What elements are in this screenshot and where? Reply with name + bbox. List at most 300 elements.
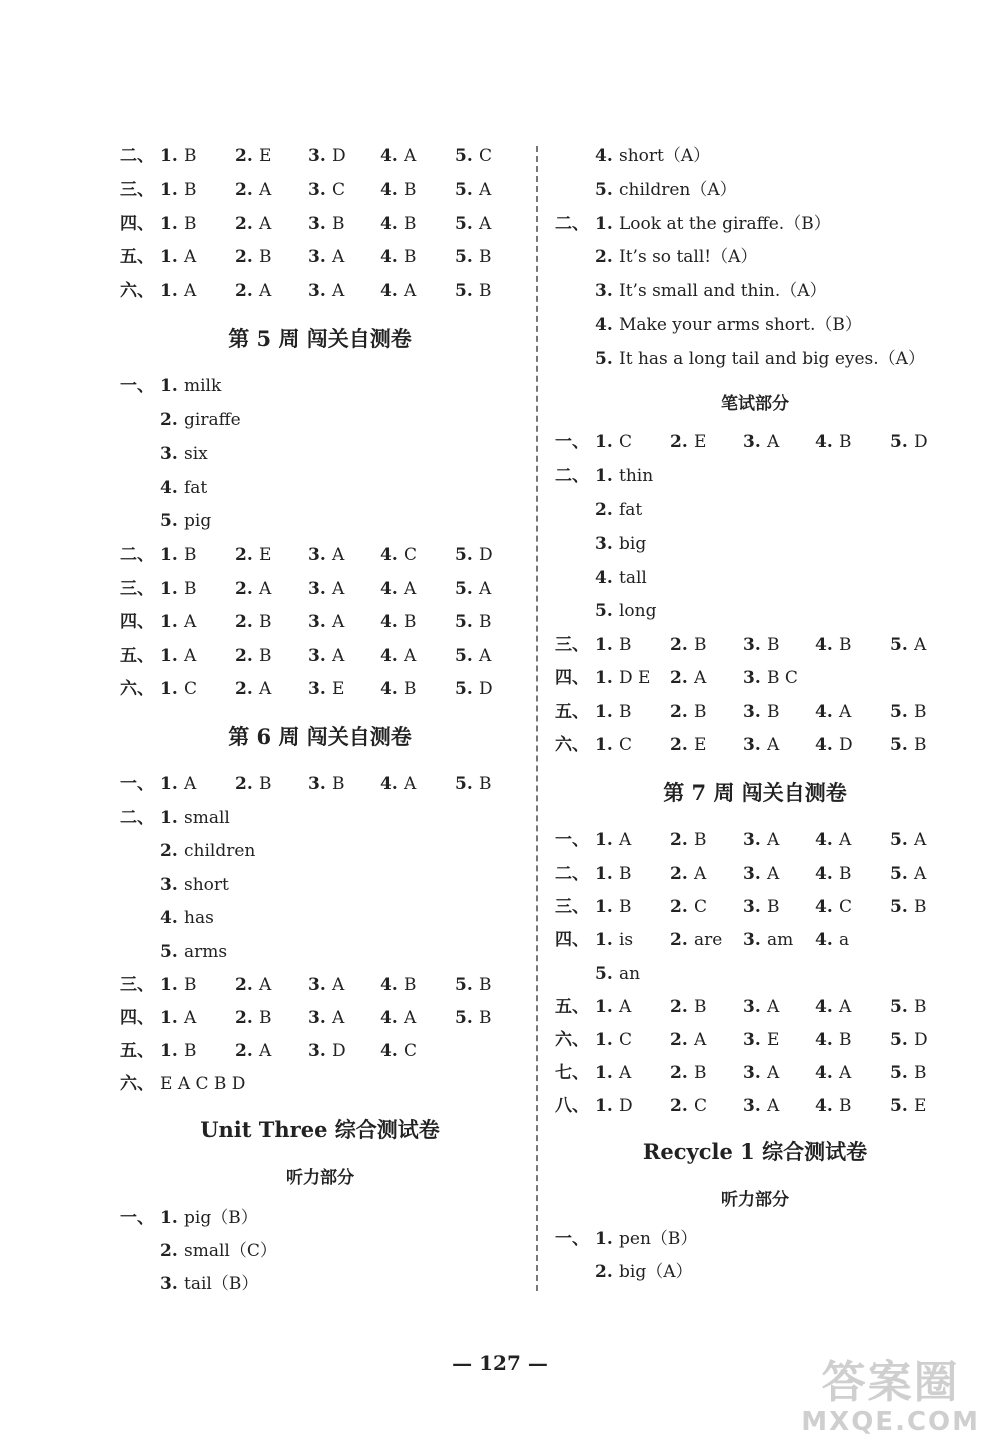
question-number: 4.: [380, 545, 398, 565]
answer-row: [555, 862, 955, 886]
answer-row: [555, 995, 955, 1019]
answer-text: D: [914, 432, 928, 452]
answer-text: B: [259, 1008, 272, 1028]
answer-text: B: [694, 830, 707, 850]
question-number: 3.: [743, 897, 761, 917]
answer-row: [120, 442, 520, 466]
answer-text: A: [767, 997, 780, 1017]
answer-text: B: [259, 247, 272, 267]
question-number: 5.: [890, 702, 908, 722]
answer-text: B: [479, 612, 492, 632]
section-label: 一、: [120, 376, 154, 396]
question-number: 2.: [160, 1241, 178, 1261]
answer-row: [120, 940, 520, 964]
question-number: 1.: [160, 579, 178, 599]
question-number: 4.: [380, 146, 398, 166]
question-number: 5.: [890, 1030, 908, 1050]
answer-text: A: [184, 281, 197, 301]
question-number: 1.: [595, 830, 613, 850]
question-number: 4.: [380, 579, 398, 599]
answer-text: B: [332, 774, 345, 794]
answer-row: [120, 1006, 520, 1030]
answer-text: A: [404, 646, 417, 666]
answer-text: A: [767, 1063, 780, 1083]
answer-text: B: [404, 679, 417, 699]
answer-text: A: [332, 975, 345, 995]
question-number: 4.: [160, 478, 178, 498]
answer-row: [555, 566, 955, 590]
question-number: 1.: [595, 466, 613, 486]
section-label: 五、: [555, 997, 589, 1017]
answer-row: [120, 906, 520, 930]
answer-row: [555, 212, 955, 236]
question-number: 3.: [308, 975, 326, 995]
section-heading: Unit Three 综合测试卷: [200, 1117, 440, 1142]
section-label: 三、: [555, 635, 589, 655]
question-number: 2.: [235, 1041, 253, 1061]
answer-text: am: [767, 930, 794, 950]
section-heading: 第 5 周 闯关自测卷: [228, 326, 412, 351]
section-label: 一、: [555, 432, 589, 452]
answer-text: arms: [184, 942, 228, 962]
question-number: 1.: [595, 997, 613, 1017]
question-number: 1.: [595, 702, 613, 722]
page-number: — 127 —: [452, 1351, 548, 1375]
section-label: 五、: [120, 247, 154, 267]
answer-row: [120, 806, 520, 830]
answer-text: A: [259, 579, 272, 599]
question-number: 5.: [890, 635, 908, 655]
question-number: 4.: [380, 1008, 398, 1028]
answer-row: [555, 532, 955, 556]
question-number: 2.: [235, 545, 253, 565]
question-number: 4.: [380, 247, 398, 267]
question-number: 4.: [815, 930, 833, 950]
section-label: 二、: [555, 214, 589, 234]
answer-text: B: [914, 897, 927, 917]
answer-text: A: [184, 774, 197, 794]
question-number: 1.: [595, 668, 613, 688]
answer-text: A: [259, 1041, 272, 1061]
answer-text: It has a long tail and big eyes.（A）: [619, 349, 925, 369]
answer-text: A: [479, 579, 492, 599]
answer-text: C: [479, 146, 493, 166]
question-number: 5.: [890, 432, 908, 452]
answer-text: Look at the giraffe.（B）: [619, 214, 831, 234]
question-number: 2.: [670, 432, 688, 452]
answer-row: [120, 279, 520, 303]
section-label: 六、: [120, 679, 154, 699]
answer-text: B: [332, 214, 345, 234]
section-heading: 第 6 周 闯关自测卷: [228, 724, 412, 749]
section-heading: 第 7 周 闯关自测卷: [663, 780, 847, 805]
answer-text: B: [404, 214, 417, 234]
question-number: 1.: [160, 1008, 178, 1028]
question-number: 3.: [743, 1030, 761, 1050]
answer-text: pig: [184, 511, 212, 531]
answer-row: [555, 1028, 955, 1052]
answer-text: B: [184, 1041, 197, 1061]
answer-text: fat: [184, 478, 208, 498]
answer-row: [120, 144, 520, 168]
answer-text: E: [694, 432, 707, 452]
question-number: 5.: [455, 646, 473, 666]
question-number: 1.: [595, 864, 613, 884]
question-number: 2.: [670, 930, 688, 950]
question-number: 1.: [595, 735, 613, 755]
question-number: 1.: [160, 146, 178, 166]
answer-text: children（A）: [619, 180, 737, 200]
answer-text: A: [332, 1008, 345, 1028]
question-number: 1.: [595, 1229, 613, 1249]
question-number: 2.: [595, 1262, 613, 1282]
answer-text: has: [184, 908, 214, 928]
answer-row: [555, 245, 955, 269]
answer-text: A: [184, 646, 197, 666]
question-number: 3.: [308, 180, 326, 200]
answer-text: big（A）: [619, 1262, 693, 1282]
question-number: 4.: [160, 908, 178, 928]
answer-text: B: [914, 997, 927, 1017]
section-label: 八、: [555, 1096, 589, 1116]
answer-text: A: [404, 146, 417, 166]
question-number: 2.: [595, 247, 613, 267]
answer-text: A: [259, 214, 272, 234]
answer-text: B: [694, 997, 707, 1017]
question-number: 3.: [160, 875, 178, 895]
section-heading: Recycle 1 综合测试卷: [642, 1139, 868, 1164]
question-number: 5.: [160, 942, 178, 962]
question-number: 3.: [308, 281, 326, 301]
answer-text: D: [479, 545, 493, 565]
answer-text: A: [332, 612, 345, 632]
answer-row: [555, 599, 955, 623]
question-number: 5.: [890, 1063, 908, 1083]
question-number: 1.: [160, 180, 178, 200]
question-number: 3.: [743, 702, 761, 722]
answer-text: A: [184, 612, 197, 632]
question-number: 3.: [743, 930, 761, 950]
question-number: 4.: [815, 830, 833, 850]
answer-row: [555, 313, 955, 337]
section-label: 六、: [555, 735, 589, 755]
answer-text: B: [619, 635, 632, 655]
question-number: 2.: [670, 830, 688, 850]
answer-text: E: [259, 545, 272, 565]
question-number: 4.: [815, 1096, 833, 1116]
question-number: 3.: [743, 1096, 761, 1116]
question-number: 3.: [743, 668, 761, 688]
answer-text: short: [184, 875, 229, 895]
question-number: 2.: [235, 214, 253, 234]
question-number: 5.: [455, 679, 473, 699]
question-number: 2.: [235, 281, 253, 301]
answer-text: A: [259, 679, 272, 699]
question-number: 2.: [670, 1096, 688, 1116]
answer-text: B: [839, 1030, 852, 1050]
question-number: 2.: [235, 579, 253, 599]
answer-text: B: [479, 975, 492, 995]
answer-row: [120, 1272, 520, 1296]
question-number: 4.: [815, 897, 833, 917]
question-number: 1.: [160, 808, 178, 828]
answer-row: [120, 839, 520, 863]
answer-text: B: [914, 735, 927, 755]
question-number: 4.: [815, 1063, 833, 1083]
answer-text: C: [184, 679, 198, 699]
question-number: 1.: [595, 1096, 613, 1116]
answer-text: D: [839, 735, 853, 755]
question-number: 1.: [595, 930, 613, 950]
answer-text: E: [914, 1096, 927, 1116]
section-label: 二、: [555, 864, 589, 884]
question-number: 1.: [160, 281, 178, 301]
answer-text: B: [914, 702, 927, 722]
answer-row: [555, 347, 955, 371]
section-label: 二、: [555, 466, 589, 486]
answer-text: B: [619, 702, 632, 722]
answer-text: C: [332, 180, 346, 200]
answer-text: A: [694, 1030, 707, 1050]
answer-text: E: [259, 146, 272, 166]
question-number: 4.: [815, 1030, 833, 1050]
question-number: 4.: [815, 432, 833, 452]
question-number: 3.: [308, 214, 326, 234]
question-number: 5.: [455, 774, 473, 794]
answer-text: E A C B D: [160, 1074, 246, 1094]
answer-text: B: [184, 975, 197, 995]
answer-text: D: [332, 1041, 346, 1061]
answer-text: A: [332, 247, 345, 267]
answer-text: B: [184, 579, 197, 599]
answer-text: milk: [184, 376, 222, 396]
answer-text: B: [404, 247, 417, 267]
question-number: 1.: [160, 1041, 178, 1061]
answer-text: It’s small and thin.（A）: [619, 281, 827, 301]
answer-text: B: [184, 545, 197, 565]
answer-text: B: [259, 774, 272, 794]
answer-row: [555, 1227, 955, 1251]
answer-text: B: [479, 281, 492, 301]
answer-row: [120, 245, 520, 269]
answer-text: A: [839, 830, 852, 850]
answer-text: A: [767, 830, 780, 850]
answer-text: B: [479, 247, 492, 267]
answer-text: B: [767, 635, 780, 655]
answer-row: [555, 430, 955, 454]
question-number: 3.: [308, 612, 326, 632]
answer-row: [555, 1094, 955, 1118]
question-number: 1.: [160, 774, 178, 794]
answer-text: long: [619, 601, 657, 621]
question-number: 4.: [380, 180, 398, 200]
section-label: 六、: [120, 281, 154, 301]
answer-text: A: [767, 864, 780, 884]
answer-text: A: [839, 997, 852, 1017]
answer-text: B: [619, 897, 632, 917]
question-number: 2.: [670, 864, 688, 884]
section-label: 六、: [120, 1074, 154, 1094]
question-number: 5.: [455, 146, 473, 166]
section-label: 五、: [120, 646, 154, 666]
answer-text: A: [184, 247, 197, 267]
answer-row: [555, 279, 955, 303]
section-label: 四、: [555, 668, 589, 688]
watermark-logo: [801, 1359, 980, 1437]
answer-text: A: [479, 180, 492, 200]
answer-text: B: [619, 864, 632, 884]
question-number: 3.: [308, 545, 326, 565]
answer-row: [555, 178, 955, 202]
question-number: 3.: [308, 247, 326, 267]
answer-text: A: [914, 864, 927, 884]
section-label: 五、: [555, 702, 589, 722]
question-number: 1.: [595, 432, 613, 452]
section-label: 三、: [120, 180, 154, 200]
answer-row: [120, 178, 520, 202]
watermark-url: MXQE.COM: [801, 1407, 980, 1437]
answer-row: [120, 873, 520, 897]
answer-row: [120, 212, 520, 236]
question-number: 2.: [235, 646, 253, 666]
answer-text: A: [694, 668, 707, 688]
question-number: 2.: [235, 612, 253, 632]
answer-text: C: [694, 897, 708, 917]
answer-row: [555, 828, 955, 852]
answer-row: [120, 772, 520, 796]
section-label: 一、: [120, 1208, 154, 1228]
question-number: 5.: [455, 612, 473, 632]
question-number: 3.: [308, 646, 326, 666]
section-label: 一、: [555, 830, 589, 850]
watermark-title: 答案圈: [821, 1357, 960, 1408]
question-number: 3.: [595, 281, 613, 301]
question-number: 3.: [743, 635, 761, 655]
answer-text: A: [259, 975, 272, 995]
answer-text: B: [839, 1096, 852, 1116]
question-number: 5.: [455, 180, 473, 200]
answer-text: C: [839, 897, 853, 917]
answer-text: B: [404, 612, 417, 632]
answer-text: D: [619, 1096, 633, 1116]
question-number: 5.: [455, 247, 473, 267]
question-number: 2.: [235, 679, 253, 699]
question-number: 4.: [595, 315, 613, 335]
question-number: 4.: [815, 635, 833, 655]
answer-row: [555, 895, 955, 919]
answer-row: [120, 1239, 520, 1263]
question-number: 1.: [160, 545, 178, 565]
column-divider: [536, 146, 538, 1291]
question-number: 3.: [743, 830, 761, 850]
question-number: 5.: [455, 579, 473, 599]
answer-text: Make your arms short.（B）: [619, 315, 862, 335]
question-number: 4.: [815, 702, 833, 722]
answer-text: A: [619, 997, 632, 1017]
question-number: 2.: [595, 500, 613, 520]
answer-row: [120, 577, 520, 601]
section-subheading: 听力部分: [286, 1168, 354, 1188]
section-label: 三、: [555, 897, 589, 917]
answer-text: B C: [767, 668, 798, 688]
question-number: 4.: [380, 679, 398, 699]
answer-text: tail（B）: [184, 1274, 259, 1294]
question-number: 1.: [595, 635, 613, 655]
answer-text: B: [184, 146, 197, 166]
question-number: 2.: [670, 997, 688, 1017]
section-label: 二、: [120, 545, 154, 565]
question-number: 5.: [890, 997, 908, 1017]
question-number: 1.: [160, 1208, 178, 1228]
answer-text: C: [619, 1030, 633, 1050]
question-number: 2.: [235, 180, 253, 200]
question-number: 2.: [235, 146, 253, 166]
question-number: 3.: [308, 579, 326, 599]
question-number: 5.: [890, 735, 908, 755]
question-number: 3.: [308, 1041, 326, 1061]
question-number: 4.: [595, 568, 613, 588]
answer-text: E: [332, 679, 345, 699]
answer-text: A: [404, 774, 417, 794]
answer-text: A: [184, 1008, 197, 1028]
answer-text: B: [767, 702, 780, 722]
answer-text: thin: [619, 466, 654, 486]
answer-text: B: [404, 975, 417, 995]
question-number: 3.: [308, 1008, 326, 1028]
section-label: 六、: [555, 1030, 589, 1050]
answer-text: C: [694, 1096, 708, 1116]
answer-row: [120, 1072, 520, 1096]
answer-text: D: [914, 1030, 928, 1050]
question-number: 1.: [595, 1063, 613, 1083]
section-label: 三、: [120, 975, 154, 995]
question-number: 3.: [595, 534, 613, 554]
answer-row: [120, 509, 520, 533]
answer-text: six: [184, 444, 208, 464]
question-number: 1.: [595, 214, 613, 234]
question-number: 1.: [160, 679, 178, 699]
question-number: 2.: [670, 1063, 688, 1083]
answer-text: B: [184, 214, 197, 234]
question-number: 2.: [670, 635, 688, 655]
answer-row: [555, 962, 955, 986]
answer-text: B: [839, 432, 852, 452]
answer-text: A: [332, 545, 345, 565]
answer-text: pen（B）: [619, 1229, 698, 1249]
question-number: 3.: [743, 432, 761, 452]
answer-text: D: [332, 146, 346, 166]
section-label: 二、: [120, 146, 154, 166]
answer-text: C: [404, 545, 418, 565]
answer-text: B: [479, 1008, 492, 1028]
question-number: 1.: [160, 376, 178, 396]
answer-text: is: [619, 930, 634, 950]
answer-text: short（A）: [619, 146, 711, 166]
answer-text: A: [332, 579, 345, 599]
section-label: 五、: [120, 1041, 154, 1061]
question-number: 1.: [595, 1030, 613, 1050]
question-number: 3.: [160, 444, 178, 464]
answer-row: [555, 733, 955, 757]
answer-text: A: [619, 1063, 632, 1083]
answer-row: [120, 973, 520, 997]
answer-text: A: [404, 1008, 417, 1028]
section-label: 四、: [120, 1008, 154, 1028]
question-number: 4.: [380, 1041, 398, 1061]
answer-text: A: [767, 432, 780, 452]
answer-text: E: [694, 735, 707, 755]
answer-row: [120, 1039, 520, 1063]
